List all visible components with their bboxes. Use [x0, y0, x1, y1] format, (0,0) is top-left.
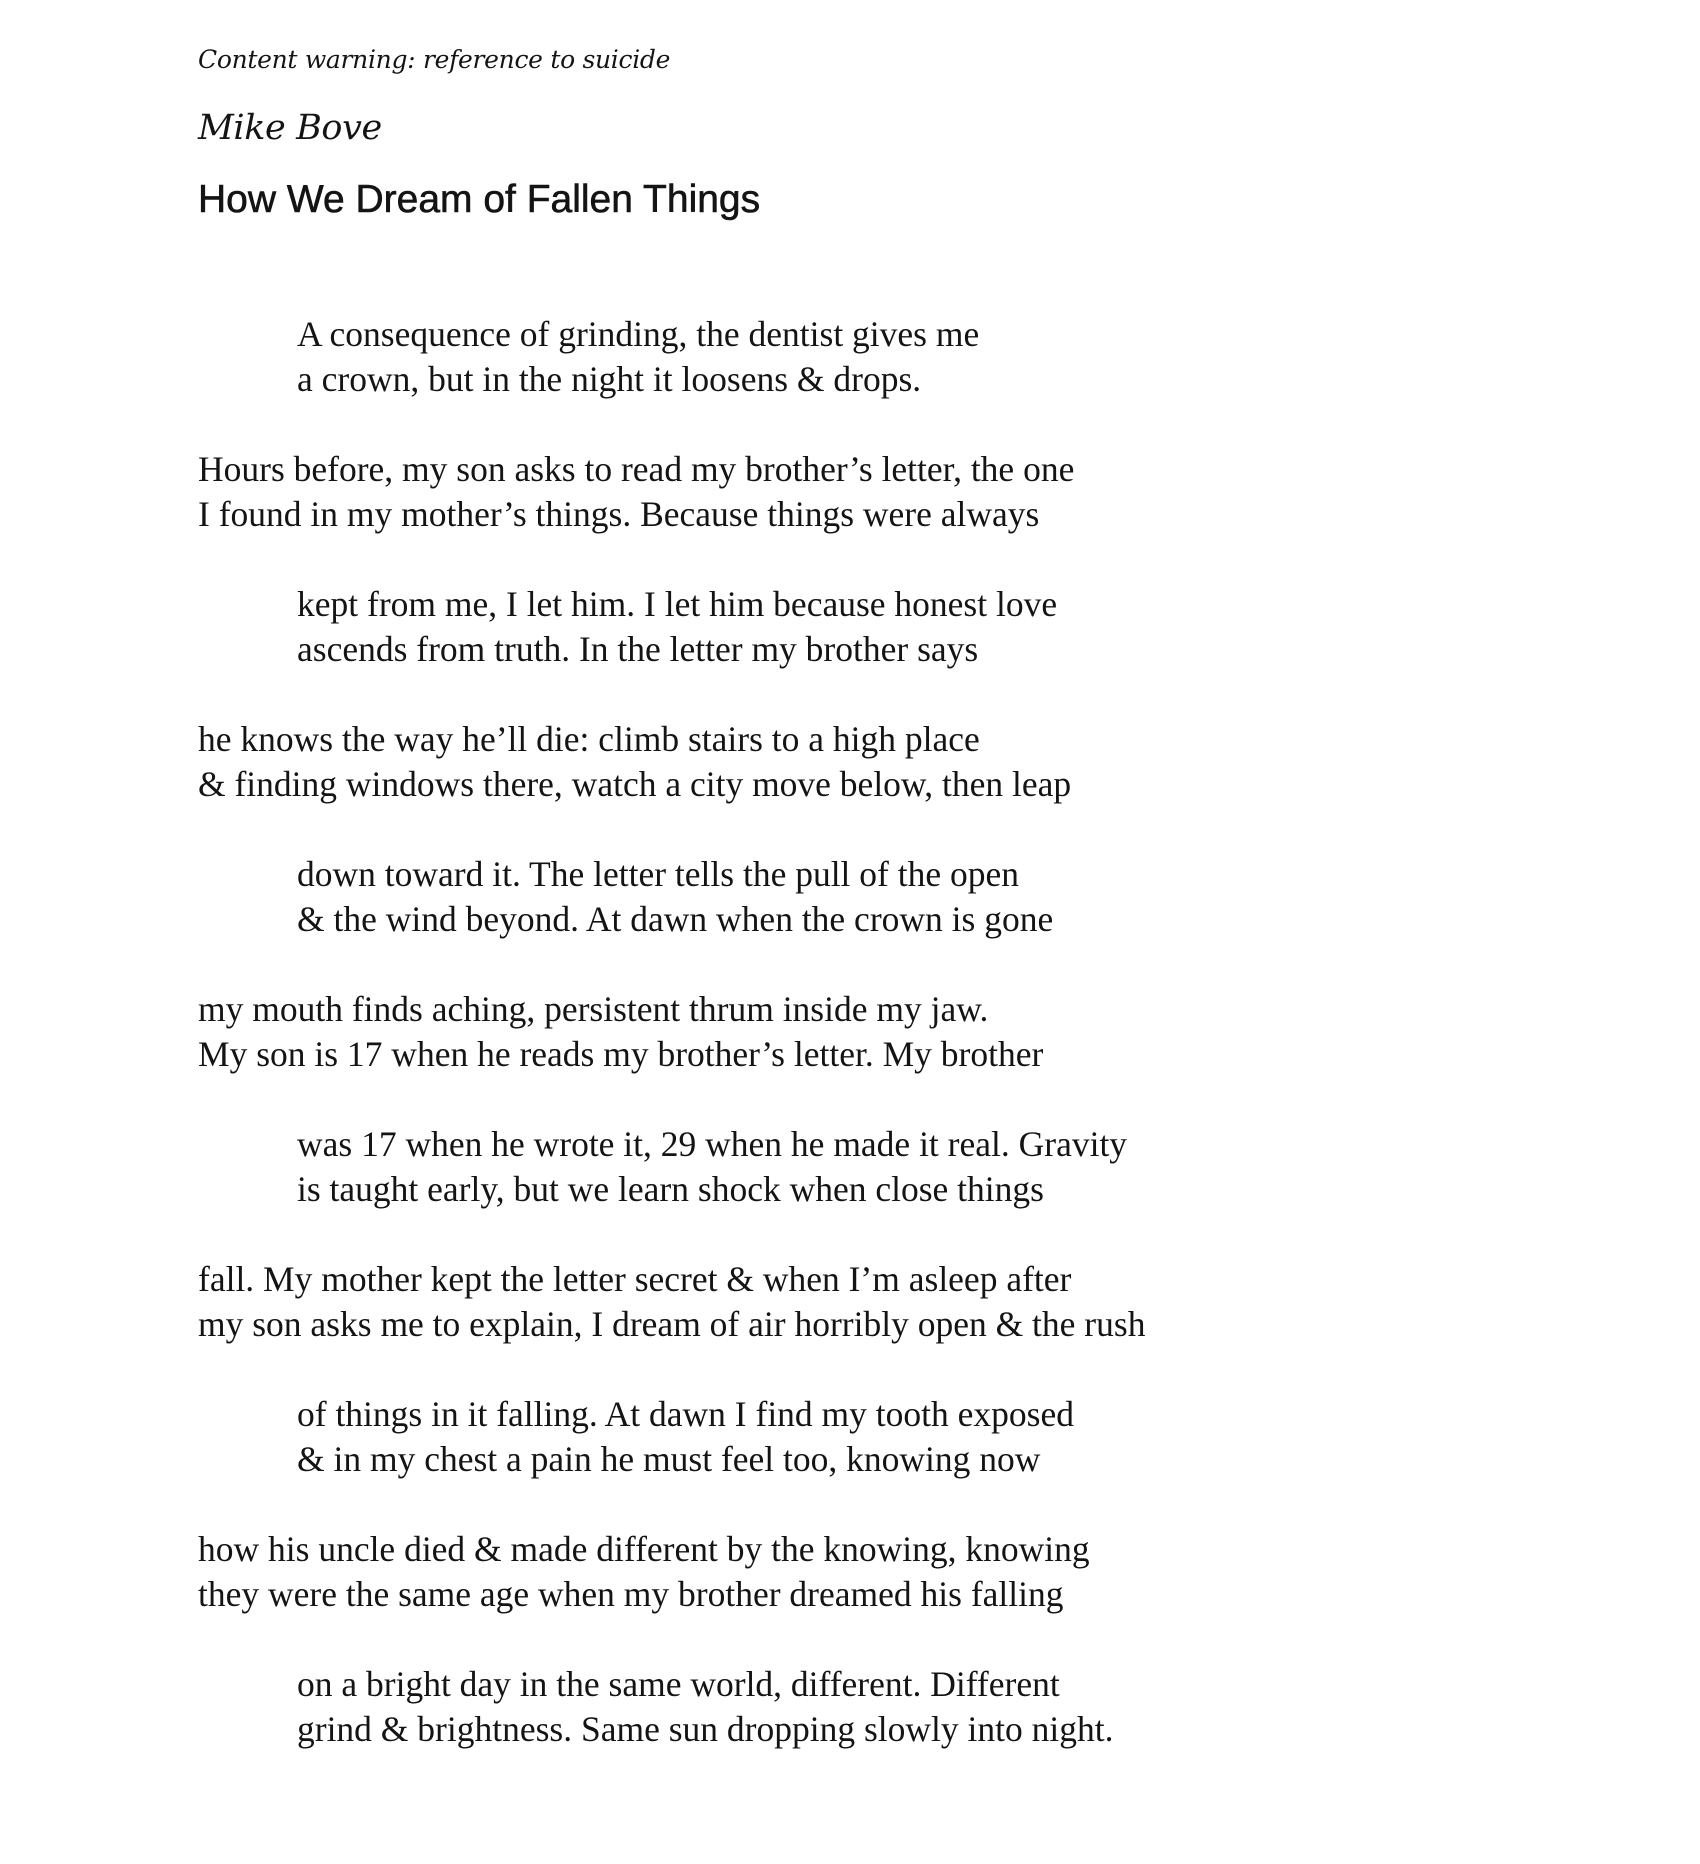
- poem-line: I found in my mother’s things. Because things were always: [198, 494, 1040, 534]
- poem-line: fall. My mother kept the letter secret & when I’m asleep after: [198, 1259, 1072, 1299]
- poem-line: how his uncle died & made different by the knowing, knowing: [198, 1529, 1090, 1569]
- stanza-3: [198, 582, 1598, 672]
- poem-line: is taught early, but we learn shock when close things: [297, 1169, 1044, 1209]
- poem-line: my mouth finds aching, persistent thrum inside my jaw.: [198, 989, 989, 1029]
- poem-line: they were the same age when my brother dreamed his falling: [198, 1574, 1064, 1614]
- poem-line: down toward it. The letter tells the pull of the open: [297, 854, 1019, 894]
- stanza-7: [198, 1122, 1598, 1212]
- poem-line: kept from me, I let him. I let him because honest love: [297, 584, 1058, 624]
- poem-line: & the wind beyond. At dawn when the crown is gone: [297, 899, 1054, 939]
- stanza-9: [198, 1392, 1598, 1482]
- poem-line: My son is 17 when he reads my brother’s letter. My brother: [198, 1034, 1044, 1074]
- content-warning: Content warning: reference to suicide: [198, 45, 671, 74]
- poem-line: & finding windows there, watch a city move below, then leap: [198, 764, 1072, 804]
- poem-body: [198, 312, 1598, 1797]
- poem-line: a crown, but in the night it loosens & drops.: [297, 359, 922, 399]
- stanza-5: [198, 852, 1598, 942]
- stanza-8: [198, 1257, 1598, 1347]
- stanza-2: [198, 447, 1598, 537]
- poem-line: A consequence of grinding, the dentist gives me: [297, 314, 980, 354]
- poem-line: on a bright day in the same world, different. Different: [297, 1664, 1060, 1704]
- poem-title: How We Dream of Fallen Things: [198, 178, 761, 221]
- stanza-1: [198, 312, 1598, 402]
- poem-line: of things in it falling. At dawn I find my tooth exposed: [297, 1394, 1074, 1434]
- poem-line: grind & brightness. Same sun dropping slowly into night.: [297, 1709, 1114, 1749]
- stanza-11: [198, 1662, 1598, 1752]
- poem-line: my son asks me to explain, I dream of air horribly open & the rush: [198, 1304, 1146, 1344]
- author-name: Mike Bove: [198, 108, 382, 148]
- poem-line: & in my chest a pain he must feel too, knowing now: [297, 1439, 1041, 1479]
- poem-line: was 17 when he wrote it, 29 when he made it real. Gravity: [297, 1124, 1128, 1164]
- poem-line: ascends from truth. In the letter my brother says: [297, 629, 979, 669]
- poem-line: he knows the way he’ll die: climb stairs to a high place: [198, 719, 980, 759]
- poem-line: Hours before, my son asks to read my brother’s letter, the one: [198, 449, 1075, 489]
- stanza-6: [198, 987, 1598, 1077]
- stanza-10: [198, 1527, 1598, 1617]
- stanza-4: [198, 717, 1598, 807]
